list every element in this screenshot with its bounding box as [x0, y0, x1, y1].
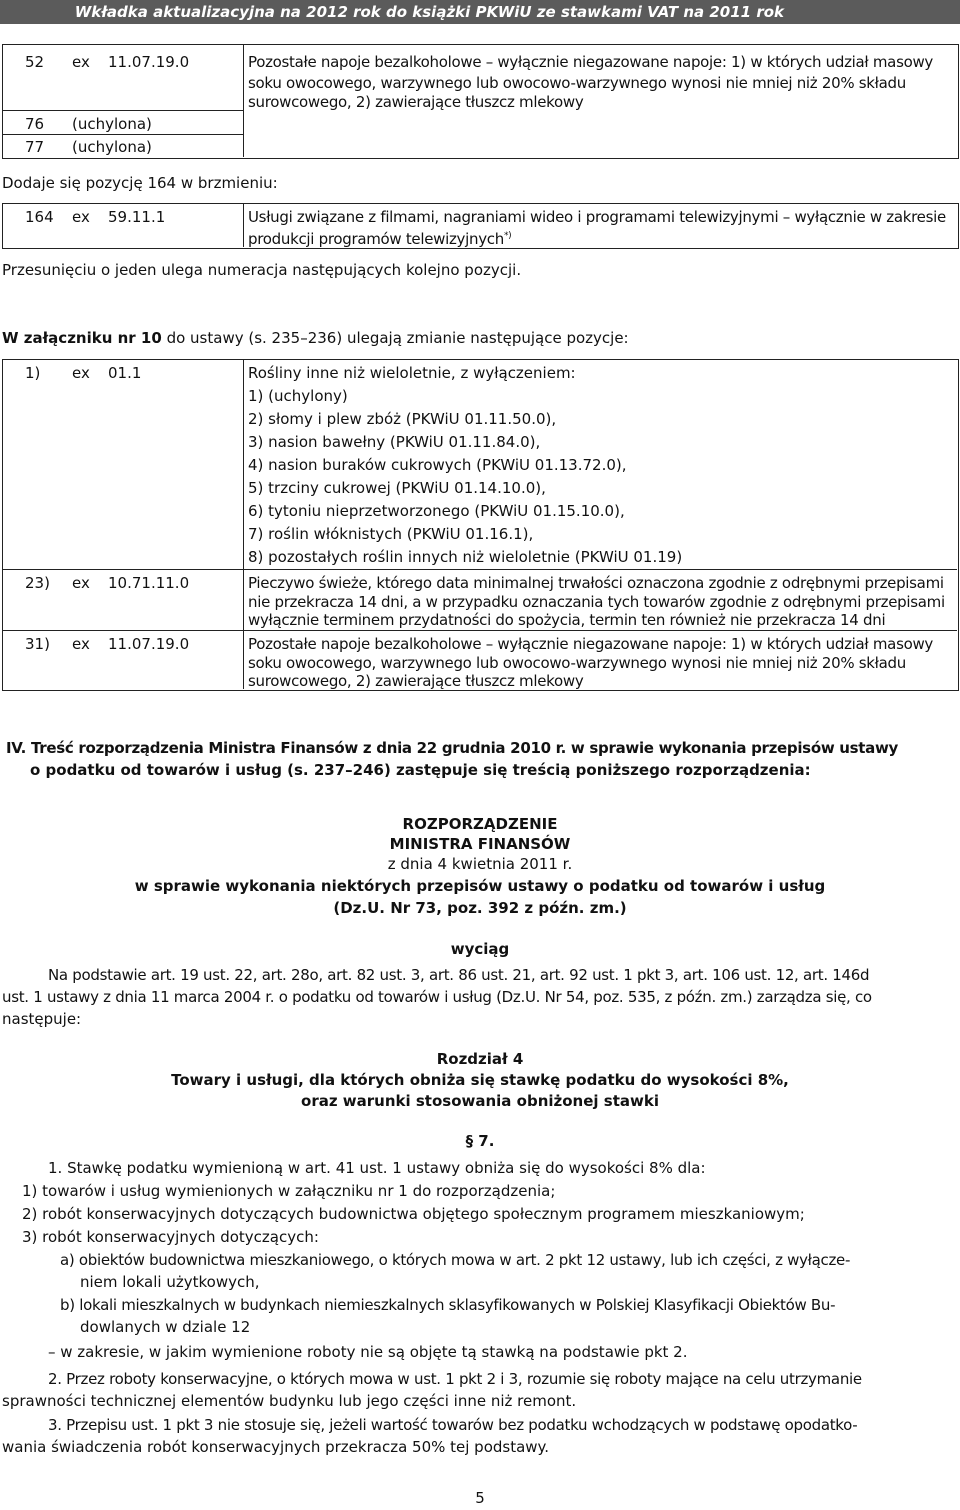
regulation-date: z dnia 4 kwietnia 2011 r. — [387, 855, 573, 873]
para-1-item-3a-line2: niem lokali użytkowych, — [80, 1273, 260, 1291]
table-row-23-code: 10.71.11.0 — [108, 574, 190, 592]
para-1-item-3b-line2: dowlanych w dziale 12 — [80, 1318, 251, 1336]
table-row-77-no: 77 — [25, 138, 45, 156]
table-row-1-line5: 4) nasion buraków cukrowych (PKWiU 01.13.72.0), — [248, 456, 627, 474]
regulation-subject: w sprawie wykonania niektórych przepisów ustawy o podatku od towarów i usług — [134, 877, 826, 895]
table-row-164-code: 59.11.1 — [108, 208, 166, 226]
preamble-line3: następuje: — [2, 1010, 82, 1028]
para-3-line2: wania świadczenia robót konserwacyjnych przekracza 50% tej podstawy. — [2, 1438, 550, 1456]
annex-10-note — [2, 327, 629, 350]
table-row-23-line1: Pieczywo świeże, którego data minimalnej trwałości oznaczona zgodnie z odrębnymi przepisami — [248, 574, 944, 592]
para-1: 1. Stawkę podatku wymienioną w art. 41 ust. 1 ustawy obniża się do wysokości 8% dla: — [48, 1159, 706, 1177]
table-row-31-code: 11.07.19.0 — [108, 635, 190, 653]
table-row-31-ex: ex — [72, 635, 90, 653]
table-row-1-line8: 7) roślin włóknistych (PKWiU 01.16.1), — [248, 525, 534, 543]
table-row-76-text: (uchylona) — [72, 115, 152, 133]
table-row-31-line2: soku owocowego, warzywnego lub owocowo-warzywnego wynosi nie mniej niż 20% składu — [248, 654, 906, 672]
table-row-1-line4: 3) nasion bawełny (PKWiU 01.11.84.0), — [248, 433, 541, 451]
chapter-title-line2: oraz warunki stosowania obniżonej stawki — [301, 1092, 659, 1110]
table-row-23-ex: ex — [72, 574, 90, 592]
table-row-76-no: 76 — [25, 115, 45, 133]
regulation-excerpt: wyciąg — [450, 940, 510, 958]
regulation-issuer: MINISTRA FINANSÓW — [389, 835, 571, 853]
table-row-1-line7: 6) tytoniu nieprzetworzonego (PKWiU 01.15.10.0), — [248, 502, 625, 520]
table-row-31-line3: surowcowego, 2) zawierające tłuszcz mlekowy — [248, 672, 584, 690]
section-iv-line2: o podatku od towarów i usług (s. 237–246) zastępuje się treścią poniższego rozporządzenia: — [30, 761, 811, 779]
regulation-journal: (Dz.U. Nr 73, poz. 392 z późn. zm.) — [333, 899, 627, 917]
chapter-title-line1: Towary i usługi, dla których obniża się stawkę podatku do wysokości 8%, — [171, 1071, 789, 1089]
para-2-line1: 2. Przez roboty konserwacyjne, o których mowa w ust. 1 pkt 2 i 3, rozumie się roboty mające na celu utrzymanie — [48, 1370, 862, 1388]
table-row-1-line6: 5) trzciny cukrowej (PKWiU 01.14.10.0), — [248, 479, 546, 497]
table-row-164-desc-line2 — [248, 225, 511, 251]
footnote-mark: *) — [503, 231, 512, 241]
page-header — [0, 0, 960, 24]
annex-10-rest: do ustawy (s. 235–236) ulegają zmianie następujące pozycje: — [161, 329, 629, 347]
para-1-dash: – w zakresie, w jakim wymienione roboty nie są objęte tą stawką na podstawie pkt 2. — [48, 1343, 688, 1361]
table-row-164-desc-text: produkcji programów telewizyjnych — [248, 230, 504, 248]
table-row-52-no: 52 — [25, 53, 45, 71]
table-row-1-line2: 1) (uchylony) — [248, 387, 348, 405]
add-position-note: Dodaje się pozycję 164 w brzmieniu: — [2, 174, 278, 192]
table-row-1-no: 1) — [25, 364, 41, 382]
table-row-1-line1: Rośliny inne niż wieloletnie, z wyłączeniem: — [248, 364, 576, 382]
table-row-164-no: 164 — [25, 208, 54, 226]
chapter-number: Rozdział 4 — [436, 1050, 524, 1068]
table-row-31-no: 31) — [25, 635, 50, 653]
table-row-52-code: 11.07.19.0 — [108, 53, 190, 71]
table-row-1-ex: ex — [72, 364, 90, 382]
para-3-line1: 3. Przepisu ust. 1 pkt 3 nie stosuje się, jeżeli wartość towarów bez podatku wchodzących w podstawę opodatko- — [48, 1416, 858, 1434]
table-row-52-desc-line1: Pozostałe napoje bezalkoholowe – wyłącznie niegazowane napoje: 1) w których udział masowy — [248, 53, 934, 71]
regulation-title: ROZPORZĄDZENIE — [402, 815, 558, 833]
preamble-line2: ust. 1 ustawy z dnia 11 marca 2004 r. o podatku od towarów i usług (Dz.U. Nr 54, poz. 535, z późn. zm.) zarządza się, co — [2, 988, 872, 1006]
table-row-52-desc-line3: surowcowego, 2) zawierające tłuszcz mlekowy — [248, 93, 584, 111]
header-title: Wkładka aktualizacyjna na 2012 rok do książki PKWiU ze stawkami VAT na 2011 rok — [74, 3, 784, 21]
para-2-line2: sprawności technicznej elementów budynku lub jego części inne niż remont. — [2, 1392, 577, 1410]
para-1-item-3a-line1: a) obiektów budownictwa mieszkaniowego, o których mowa w art. 2 pkt 12 ustawy, lub ich części, z wyłącze- — [60, 1251, 851, 1269]
section-iv-line1: IV. Treść rozporządzenia Ministra Finansów z dnia 22 grudnia 2010 r. w sprawie wykonania przepisów ustawy — [6, 739, 899, 757]
preamble-line1: Na podstawie art. 19 ust. 22, art. 28o, art. 82 ust. 3, art. 86 ust. 21, art. 92 ust. 1 pkt 3, art. 106 ust. 12, art. 146d — [48, 966, 870, 984]
para-1-item-3b-line1: b) lokali mieszkalnych w budynkach niemieszkalnych sklasyfikowanych w Polskiej Klasyfikacji Obiektów Bu- — [60, 1296, 836, 1314]
renumbering-note: Przesunięciu o jeden ulega numeracja następujących kolejno pozycji. — [2, 261, 522, 279]
table-row-52-ex: ex — [72, 53, 90, 71]
table-row-23-line3: wyłącznie terminem przydatności do spożycia, termin ten również nie przekracza 14 dni — [248, 611, 886, 629]
table-row-1-code: 01.1 — [108, 364, 142, 382]
para-1-item-3: 3) robót konserwacyjnych dotyczących: — [22, 1228, 319, 1246]
paragraph-number: § 7. — [465, 1132, 495, 1150]
table-row-1-line3: 2) słomy i plew zbóż (PKWiU 01.11.50.0), — [248, 410, 557, 428]
para-1-item-2: 2) robót konserwacyjnych dotyczących budownictwa objętego społecznym programem mieszkaniowym; — [22, 1205, 805, 1223]
table-row-23-line2: nie przekracza 14 dni, a w przypadku oznaczania tych towarów zgodnie z odrębnymi przepisami — [248, 593, 945, 611]
table-row-77-text: (uchylona) — [72, 138, 152, 156]
table-row-164-ex: ex — [72, 208, 90, 226]
table-row-31-line1: Pozostałe napoje bezalkoholowe – wyłącznie niegazowane napoje: 1) w których udział masowy — [248, 635, 934, 653]
table-row-52-desc-line2: soku owocowego, warzywnego lub owocowo-warzywnego wynosi nie mniej niż 20% składu — [248, 74, 906, 92]
page-number: 5 — [475, 1489, 485, 1507]
para-1-item-1: 1) towarów i usług wymienionych w załączniku nr 1 do rozporządzenia; — [22, 1182, 556, 1200]
annex-10-label: W załączniku nr 10 — [2, 329, 162, 347]
table-row-23-no: 23) — [25, 574, 50, 592]
table-row-164-desc-line1: Usługi związane z filmami, nagraniami wideo i programami telewizyjnymi – wyłącznie w zakresie — [248, 208, 946, 226]
table-row-1-line9: 8) pozostałych roślin innych niż wieloletnie (PKWiU 01.19) — [248, 548, 683, 566]
